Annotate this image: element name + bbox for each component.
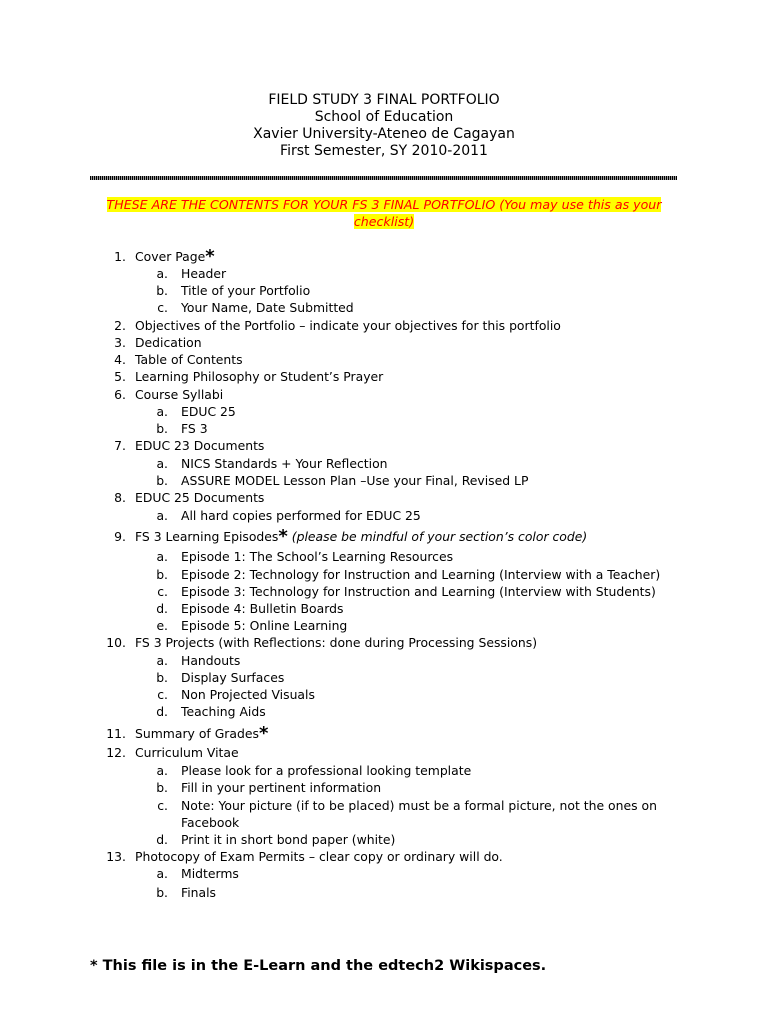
list-item-text bbox=[181, 779, 381, 796]
list-item-text bbox=[181, 507, 421, 524]
list-item-label: Please look for a professional looking template bbox=[181, 763, 472, 778]
list-item-number: b. bbox=[156, 780, 168, 795]
list-item-label: Handouts bbox=[181, 653, 241, 668]
list-item-number: d. bbox=[156, 704, 168, 719]
list-item bbox=[98, 334, 658, 351]
list-item-text bbox=[181, 797, 657, 814]
list-item bbox=[98, 634, 658, 651]
list-item-number: d. bbox=[156, 832, 168, 847]
sub-list-item bbox=[144, 566, 704, 583]
list-item-label: Midterms bbox=[181, 866, 239, 881]
list-item-text bbox=[135, 351, 243, 368]
list-item-label: Episode 4: Bulletin Boards bbox=[181, 601, 344, 616]
list-item-text bbox=[181, 548, 453, 565]
list-item-text bbox=[181, 600, 343, 617]
list-item-label: Non Projected Visuals bbox=[181, 687, 315, 702]
list-item bbox=[98, 489, 658, 506]
list-item-label: Teaching Aids bbox=[181, 704, 266, 719]
list-item-number: d. bbox=[156, 601, 168, 616]
list-item-label: Learning Philosophy or Student’s Prayer bbox=[135, 369, 384, 384]
required-asterisk: * bbox=[278, 526, 288, 547]
list-item-label: EDUC 23 Documents bbox=[135, 438, 265, 453]
list-item-label: Objectives of the Portfolio – indicate your objectives for this portfolio bbox=[135, 318, 561, 333]
list-item-number: 11. bbox=[106, 726, 126, 741]
list-item-number: 7. bbox=[114, 438, 126, 453]
list-item-label: Episode 5: Online Learning bbox=[181, 618, 348, 633]
school-name: School of Education bbox=[314, 109, 454, 125]
list-item-number: 12. bbox=[106, 745, 126, 760]
list-item bbox=[98, 528, 658, 545]
list-item-number: b. bbox=[156, 567, 168, 582]
required-asterisk: * bbox=[258, 723, 269, 744]
list-item-number: a. bbox=[156, 404, 168, 419]
list-item bbox=[98, 368, 658, 385]
list-item bbox=[98, 248, 658, 265]
list-item-number: 8. bbox=[114, 490, 126, 505]
list-item-number: e. bbox=[156, 618, 168, 633]
list-item-number: 3. bbox=[114, 335, 126, 350]
list-item-text bbox=[181, 420, 208, 437]
list-item-number: b. bbox=[156, 885, 168, 900]
list-item bbox=[98, 351, 658, 368]
sub-list-item bbox=[144, 455, 704, 472]
list-item-number: b. bbox=[156, 421, 168, 436]
sub-list-item bbox=[144, 831, 704, 848]
list-item-note: (please be mindful of your section’s color code) bbox=[291, 529, 588, 544]
sub-list-item bbox=[144, 686, 704, 703]
list-item-label: NICS Standards + Your Reflection bbox=[181, 456, 388, 471]
list-item-text bbox=[181, 762, 471, 779]
list-item-text bbox=[135, 489, 264, 506]
list-item-label: Episode 2: Technology for Instruction and Learning (Interview with a Teacher) bbox=[181, 567, 661, 582]
list-item-label: Fill in your pertinent information bbox=[181, 780, 382, 795]
list-item-number: 5. bbox=[114, 369, 126, 384]
list-item-label: FS 3 Learning Episodes bbox=[135, 529, 279, 544]
list-item-text bbox=[181, 403, 236, 420]
list-item-label: Photocopy of Exam Permits – clear copy or ordinary will do. bbox=[135, 849, 503, 864]
list-item-number: c. bbox=[157, 584, 168, 599]
list-item-text bbox=[135, 634, 537, 651]
list-item-label: Finals bbox=[181, 885, 217, 900]
list-item-label: EDUC 25 Documents bbox=[135, 490, 265, 505]
list-item-label: Course Syllabi bbox=[135, 387, 224, 402]
list-item-label: Header bbox=[181, 266, 227, 281]
list-item-label: Table of Contents bbox=[135, 352, 243, 367]
list-item-number: b. bbox=[156, 283, 168, 298]
list-item-text bbox=[181, 617, 347, 634]
list-item-text bbox=[181, 472, 528, 489]
list-item-label: Display Surfaces bbox=[181, 670, 285, 685]
list-item-text bbox=[181, 703, 266, 720]
list-item bbox=[98, 848, 658, 865]
list-item bbox=[98, 744, 658, 761]
footer-note: * This file is in the E-Learn and the edtech2 Wikispaces. bbox=[90, 958, 547, 974]
list-item-text bbox=[135, 334, 202, 351]
list-item-label: Curriculum Vitae bbox=[135, 745, 239, 760]
list-item-number: 6. bbox=[114, 387, 126, 402]
list-item-label: Title of your Portfolio bbox=[181, 283, 311, 298]
sub-list-item bbox=[144, 507, 704, 524]
sub-list-item bbox=[144, 403, 704, 420]
list-item-number: a. bbox=[156, 456, 168, 471]
list-item-text bbox=[135, 368, 383, 385]
list-item-label: Facebook bbox=[181, 815, 240, 830]
list-item-number: c. bbox=[157, 300, 168, 315]
list-item-number: a. bbox=[156, 508, 168, 523]
list-item-text bbox=[181, 265, 226, 282]
list-item-label: Episode 3: Technology for Instruction and Learning (Interview with Students) bbox=[181, 584, 656, 599]
sub-list-item bbox=[144, 282, 704, 299]
list-item-label: Your Name, Date Submitted bbox=[181, 300, 354, 315]
header-divider bbox=[90, 176, 677, 180]
required-asterisk: * bbox=[205, 246, 215, 267]
sub-list-item bbox=[144, 762, 704, 779]
list-item-text bbox=[135, 248, 215, 265]
list-item-label: Dedication bbox=[135, 335, 202, 350]
list-item-text bbox=[135, 317, 561, 334]
document-header bbox=[0, 92, 768, 160]
university-name: Xavier University-Ateneo de Cagayan bbox=[253, 126, 515, 142]
list-item-text bbox=[135, 528, 587, 545]
sub-list-item bbox=[144, 669, 704, 686]
list-item-text bbox=[181, 566, 660, 583]
list-item-text bbox=[181, 299, 354, 316]
list-item-number: c. bbox=[157, 798, 168, 813]
list-item-label: Episode 1: The School’s Learning Resources bbox=[181, 549, 454, 564]
sub-list-item bbox=[144, 583, 704, 600]
checklist-notice-text: THESE ARE THE CONTENTS FOR YOUR FS 3 FINAL PORTFOLIO (You may use this as your checklist) bbox=[106, 197, 662, 229]
document-title: FIELD STUDY 3 FINAL PORTFOLIO bbox=[268, 92, 500, 108]
list-item-text bbox=[135, 386, 223, 403]
semester-label: First Semester, SY 2010-2011 bbox=[280, 143, 488, 159]
list-item-number: a. bbox=[156, 266, 168, 281]
list-item-number: 10. bbox=[106, 635, 126, 650]
list-item-text bbox=[181, 282, 310, 299]
list-item-text bbox=[135, 848, 503, 865]
list-item-text bbox=[181, 583, 656, 600]
sub-list-item bbox=[144, 779, 704, 796]
list-item-text bbox=[181, 669, 284, 686]
list-item bbox=[98, 725, 658, 742]
list-item-label: EDUC 25 bbox=[181, 404, 236, 419]
list-item-text bbox=[135, 744, 239, 761]
list-item-label: FS 3 Projects (with Reflections: done during Processing Sessions) bbox=[135, 635, 538, 650]
sub-list-item bbox=[144, 652, 704, 669]
list-item-number: 9. bbox=[114, 529, 126, 544]
list-item-label: Summary of Grades bbox=[135, 726, 259, 741]
sub-list-item bbox=[144, 472, 704, 489]
list-item bbox=[98, 437, 658, 454]
list-item-number: 2. bbox=[114, 318, 126, 333]
list-item-text bbox=[181, 831, 395, 848]
sub-list-item bbox=[144, 797, 704, 814]
sub-list-item bbox=[144, 420, 704, 437]
list-item-number: b. bbox=[156, 473, 168, 488]
list-item bbox=[98, 386, 658, 403]
list-item-label: Print it in short bond paper (white) bbox=[181, 832, 396, 847]
list-item-number: a. bbox=[156, 549, 168, 564]
list-item bbox=[98, 317, 658, 334]
list-item-number: a. bbox=[156, 866, 168, 881]
list-item-text bbox=[181, 652, 240, 669]
list-item-number: 4. bbox=[114, 352, 126, 367]
sub-list-item bbox=[144, 299, 704, 316]
sub-list-item bbox=[144, 703, 704, 720]
list-item-text bbox=[181, 455, 388, 472]
list-item-label: Note: Your picture (if to be placed) must be a formal picture, not the ones on bbox=[181, 798, 657, 813]
sub-list-item bbox=[144, 617, 704, 634]
list-item-label: Cover Page bbox=[135, 249, 206, 264]
list-item-text bbox=[135, 725, 268, 742]
sub-list-item bbox=[144, 865, 704, 882]
list-item-text bbox=[181, 865, 239, 882]
list-item-label: ASSURE MODEL Lesson Plan –Use your Final, Revised LP bbox=[181, 473, 529, 488]
list-item-number: a. bbox=[156, 653, 168, 668]
list-item-text bbox=[135, 437, 264, 454]
list-item-number: 13. bbox=[106, 849, 126, 864]
sub-list-item bbox=[144, 265, 704, 282]
sub-list-item bbox=[144, 600, 704, 617]
list-item-number: a. bbox=[156, 763, 168, 778]
sub-list-item bbox=[144, 814, 704, 831]
sub-list-item bbox=[144, 884, 704, 901]
list-item-number: 1. bbox=[114, 249, 126, 264]
list-item-label: All hard copies performed for EDUC 25 bbox=[181, 508, 421, 523]
list-item-label: FS 3 bbox=[181, 421, 208, 436]
list-item-text bbox=[181, 884, 216, 901]
list-item-text bbox=[181, 686, 315, 703]
list-item-text bbox=[181, 814, 239, 831]
list-item-number: c. bbox=[157, 687, 168, 702]
list-item-number: b. bbox=[156, 670, 168, 685]
sub-list-item bbox=[144, 548, 704, 565]
checklist-notice bbox=[100, 196, 668, 230]
